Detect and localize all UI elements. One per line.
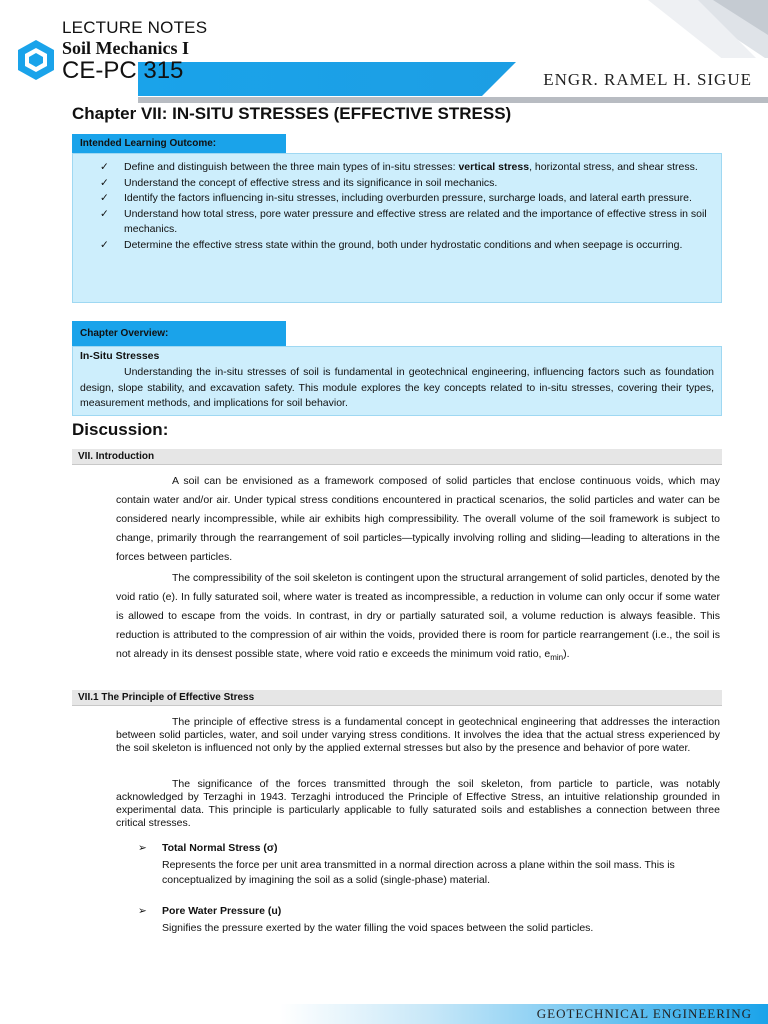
hexagon-logo-icon (14, 38, 58, 82)
course-name: Soil Mechanics I (62, 38, 190, 58)
lecture-notes-label: LECTURE NOTES (62, 18, 208, 37)
section-heading-introduction: VII. Introduction (72, 449, 722, 465)
checkmark-icon: ✓ (100, 192, 109, 204)
overview-heading: Chapter Overview: (72, 321, 286, 346)
intro-paragraph-2: The compressibility of the soil skeleton is contingent upon the structural arrangement of solid particles, denoted by the void ratio (e). In fully saturated soil, where water is treated as incompressible, a reduction in volume can only occur if some water is allowed to escape from the voids. In contrast, in dry or partially saturated soil, a volume reduction is always feasible. This reduction is attributed to the compression of air within the voids, provided there is room for particle rearrangement (i.e., the soil is not already in its densest possible state, where void ratio e exceeds the minimum void ratio, $e_{min}$). (116, 572, 720, 663)
bullet-total-normal-stress: ➢ Total Normal Stress (σ) (138, 842, 278, 854)
discussion-title: Discussion: (72, 420, 169, 439)
principle-paragraph-1: The principle of effective stress is a fundamental concept in geotechnical engineering that addresses the interaction between solid particles, water, and soil under varying stress conditions. It involves the idea that the actual stress experienced by the soil skeleton is influenced not only by the applied external stresses but also by the presence and behavior of pore water. (116, 716, 720, 754)
checkmark-icon: ✓ (100, 238, 109, 251)
checkmark-icon: ✓ (100, 161, 109, 173)
author-name: ENGR. RAMEL H. SIGUE (543, 70, 752, 89)
ilo-item: ✓ Define and distinguish between the three main types of in-situ stresses: vertical stress, horizontal stress, and shear stress. (100, 160, 714, 176)
ilo-item: ✓ Identify the factors influencing in-situ stresses, including overburden pressure, surcharge loads, and lateral earth pressure. (100, 191, 714, 207)
ilo-list (100, 160, 714, 253)
intro-paragraph-1: A soil can be envisioned as a framework composed of solid particles that enclose continuous voids, which may contain water and/or air. Under typical stress conditions encountered in practical scenarios, the solid particles and water can be considered nearly incompressible, while air exhibits high compressibility. The overall volume of the soil framework is subject to change, primarily through the rearrangement of soil particles—typically involving rolling and sliding—leading to alterations in the forces between particles. (116, 475, 720, 563)
section-heading-effective-stress: VII.1 The Principle of Effective Stress (72, 690, 722, 706)
ilo-item: ✓ Determine the effective stress state within the ground, both under hydrostatic conditions and when seepage is occurring. (100, 238, 714, 254)
bullet-desc-pore-water-pressure: Signifies the pressure exerted by the water filling the void spaces between the solid particles. (162, 922, 594, 934)
arrow-bullet-icon: ➢ (138, 842, 147, 854)
checkmark-icon: ✓ (100, 176, 109, 189)
ilo-item: ✓ Understand how total stress, pore water pressure and effective stress are related and the importance of effective stress in soil mechanics. (100, 207, 707, 235)
ilo-heading: Intended Learning Outcome: (72, 134, 286, 153)
chapter-title: Chapter VII: IN-SITU STRESSES (EFFECTIVE STRESS) (72, 104, 512, 123)
bullet-pore-water-pressure: ➢ Pore Water Pressure (u) (138, 905, 282, 917)
bullet-desc-total-normal-stress: Represents the force per unit area transmitted in a normal direction across a plane within the soil mass. This is conceptualized by imagining the soil as a solid (single-phase) material. (162, 859, 675, 886)
header-gray-band (138, 97, 768, 103)
course-code: CE-PC 315 (62, 57, 184, 84)
ilo-item: ✓ Understand the concept of effective stress and its significance in soil mechanics. (100, 176, 714, 192)
principle-paragraph-2: The significance of the forces transmitted through the soil skeleton, from particle to particle, was notably acknowledged by Terzaghi in 1943. Terzaghi introduced the Principle of Effective Stress, an intuitive relationship grounded in experimental data. This principle is particularly applicable to fully saturated soils and establishes a connection between three critical stresses. (116, 778, 720, 829)
overview-subheading: In-Situ Stresses (80, 350, 160, 362)
footer-text: GEOTECHNICAL ENGINEERING (536, 1006, 752, 1021)
arrow-bullet-icon: ➢ (138, 905, 147, 917)
checkmark-icon: ✓ (100, 207, 109, 220)
overview-text: Understanding the in-situ stresses of soil is fundamental in geotechnical engineering, influencing factors such as foundation design, slope stability, and excavation safety. This module explores the key concepts related to in-situ stresses, covering their types, measurement methods, and implications for soil behavior. (80, 366, 714, 409)
